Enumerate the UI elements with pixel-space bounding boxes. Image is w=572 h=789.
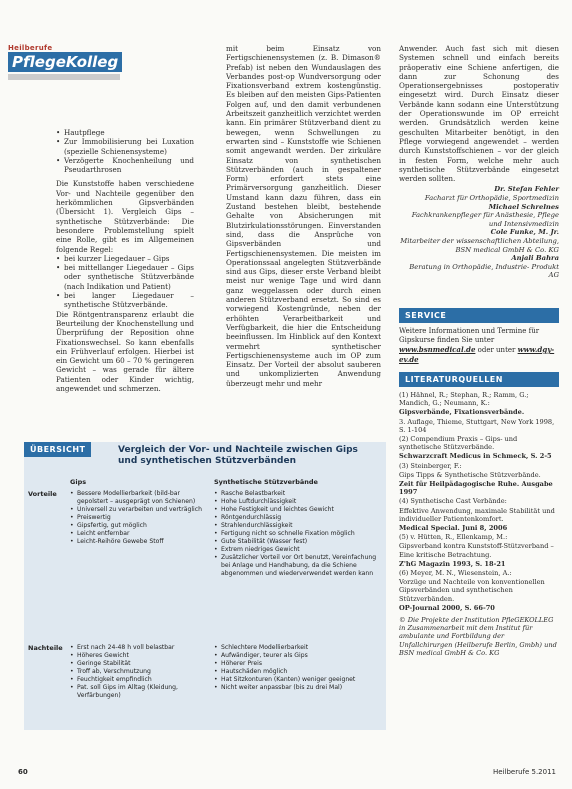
table-item: • Leicht-Reihöre Gewebe Stoff: [77, 538, 206, 546]
literature-list: [399, 391, 559, 612]
table-item: • Hat Sitzkonturen (Kanten) weniger geeignet: [221, 676, 378, 684]
table-item: • Pat. soll Gips im Alltag (Kleidung, Verfärbungen): [77, 684, 206, 700]
logo-stripe: [8, 74, 120, 80]
table-item: • Extrem niedriges Gewicht: [221, 546, 378, 554]
literature-entry: (5) v. Hütten, R., Ellenkamp, M.:: [399, 533, 508, 542]
literature-entry: Effektive Anwendung, maximale Stabilität und individueller Patientenkomfort.: [399, 506, 555, 523]
vorteile-gips: [70, 490, 206, 546]
nachteile-gips: [70, 644, 206, 700]
table-item: • Zusätzlicher Vorteil vor Ort benutzt, Vereinfachung bei Anlage und Handhabung, da die Schiene abgenommen und wiederverwendet werden kann: [221, 554, 378, 578]
header-synthetic: Synthetische Stützverbände: [214, 478, 318, 486]
literature-entry: (3) Steinberger, F.:: [399, 461, 462, 470]
table-item: • Gipsfertig, gut möglich: [77, 522, 206, 530]
author-list: [399, 185, 559, 280]
table-item: • Geringe Stabilität: [77, 660, 206, 668]
table-item: • Troff ab, Verschmutzung: [77, 668, 206, 676]
table-item: • Preiswertig: [77, 514, 206, 522]
table-item: • Höheres Gewicht: [77, 652, 206, 660]
literature-heading: LITERATURQUELLEN: [399, 372, 559, 387]
literature-entry: 3. Auflage, Thieme, Stuttgart, New York 1998, S. 1-104: [399, 417, 555, 434]
author-name: Anjali Bahra: [511, 254, 559, 263]
table-item: • Höherer Preis: [221, 660, 378, 668]
table-item: • Schlechtere Modellierbarkeit: [221, 644, 378, 652]
table-item: • Strahlendurchlässigkeit: [221, 522, 378, 530]
column-3: [399, 44, 559, 280]
literature-entry: Vorzüge und Nachteile von konventionellen Gipsverbänden und synthetischen Stützverbänden.: [399, 578, 545, 603]
table-item: • Universell zu verarbeiten und verträglich: [77, 506, 206, 514]
table-item: • Feuchtigkeit empfindlich: [77, 676, 206, 684]
literature-entry: Medical Special. Juni 8, 2006: [399, 524, 508, 533]
literature-entry: (2) Compendium Praxis – Gips- und synthetische Stützverbände.: [399, 435, 518, 452]
literature-entry: OP-Journal 2000, S. 66-70: [399, 603, 495, 612]
literature-entry: Gips Tipps & Synthetische Stützverbände.: [399, 470, 541, 479]
bullet-list-2: [56, 254, 194, 310]
header-gips: Gips: [70, 478, 87, 486]
page-number: 60: [18, 768, 28, 776]
overview-tag: ÜBERSICHT: [24, 442, 91, 457]
bullet-list-1: [56, 128, 194, 174]
table-item: • Aufwändiger, teurer als Gips: [221, 652, 378, 660]
literature-entry: (6) Meyer, M. N., Wiesenstein, A.:: [399, 569, 512, 578]
column-1: [56, 128, 194, 393]
literature-entry: (1) Hähnel, R.; Stephan, R.; Ramm, G.; Mandich, G.; Neumann, K.:: [399, 391, 529, 408]
author-name: Michael Schrelnes: [488, 202, 559, 211]
service-or: oder unter: [477, 346, 516, 354]
nachteile-synthetic: [214, 644, 378, 692]
author-name: Dr. Stefan Fehler: [494, 185, 559, 194]
bullet-item: • bei kurzer Liegedauer – Gips: [64, 254, 194, 263]
paragraph-1: Die Kunststoffe haben verschiedene Vor- und Nachteile gegenüber den herkömmlichen Gipsverbänden (Übersicht 1). Vergleich Gips – synthetische Stützverbände: Die besondere Problemstellung spielt eine Rolle, gibt es im Allgemeinen folgende Regel:: [56, 179, 194, 254]
service-intro: Weitere Informationen und Termine für Gipskurse finden Sie unter: [399, 327, 540, 344]
logo-top: Heilberufe: [8, 44, 53, 52]
paragraph-4: Anwender. Auch fast sich mit diesen Systemen schnell und einfach bereits präoperativ eine Schiene anfertigen, die dann zur Schonung des Operationsergebnisses postoperativ eingesetzt wird. Durch Einsatz dieser Verbände kann sodann eine Unterstützung der Operationswunde im OP erreicht werden. Grundsätzlich werden keine geschulten Mitarbeiter benötigt, in den Pflege vorwiegend angewendet – werden durch Kunststoffschienen – vor der gleich in festen Form, welche mehr auch synthetische Stützverbände eingesetzt werden sollten.: [399, 44, 559, 184]
author-role: Mitarbeiter der wissenschaftlichen Abteilung, BSN medical GmbH & Co. KG: [400, 237, 559, 254]
literature-entry: Z'hG Magazin 1993, S. 18-21: [399, 559, 506, 568]
literature-entry: Gipsverbände, Fixationsverbände.: [399, 408, 525, 417]
bullet-item: • Hautpflege: [64, 128, 194, 137]
overview-title: Vergleich der Vor- und Nachteile zwischen Gips und synthetischen Stützverbänden: [118, 445, 358, 466]
table-item: • Gute Stabilität (Wasser fest): [221, 538, 378, 546]
overview-table: [24, 442, 386, 730]
logo-main: PflegeKolleg: [8, 52, 122, 72]
service-link-bsn[interactable]: www.bsnmedical.de: [399, 345, 476, 354]
bullet-item: • bei mittellanger Liegedauer – Gips oder synthetische Stützverbände (nach Indikation und Patient): [64, 263, 194, 291]
author-role: Beratung in Orthopädie, Industrie- Produkt AG: [409, 262, 559, 280]
logo: [8, 44, 126, 80]
table-item: • Fertigung nicht so schnelle Fixation möglich: [221, 530, 378, 538]
paragraph-3: mit beim Einsatz von Fertigschienensystemen (z. B. Dimason® Prefab) ist neben den Wundauslagen des Verbandes post-op Wundversorgung oder Fixationsverband extrem kostengünstig. Es bleiben auf den meisten Gips-Patienten Folgen auf, und den damit verbundenen Arbeitszeit ganzheitlich verzichtet werden kann. Ein primärer Stützverband dient zu bewegen, wenn Schwellungen zu erwarten sind – Kunststoffe wie Schienen somit angewandt werden. Der zirkuläre Einsatz von synthetischen Stützverbänden (auch in gespaltener Form) erfordert stets eine Primärversorgung ganzheitlich. Dieser Umstand kann dazu führen, dass ein Zustand bestehen bleibt, bestehende Gehalte von Absicherungen mit Blutzirkulationsstörungen. Einverstanden sind, dass die Ansprüche von Gipsverbänden und Fertigschienensystemen. Die meisten im Operationssaal angelegten Stützverbände sind aus Gips, dieser erste Verband bleibt meist nur wenige Tage und wird dann ganz weggelassen oder durch einen anderen Stützverband ersetzt. So sind es vorwiegend Kostengründe, neben der erhöhten Verarbeitbarkeit und Verfügbarkeit, die hier die Entscheidung beeinflussen. Im Hinblick auf den Kontext vermehrt synthetischer Fertigschienensysteme auch im OP zum Einsatz. Der Vorteil der absolut sauberen und unkomplizierten Anwendung überzeugt mehr und mehr: [226, 44, 381, 388]
table-item: • Röntgendurchlässig: [221, 514, 378, 522]
table-item: • Nicht weiter anpassbar (bis zu drei Mal): [221, 684, 378, 692]
literature-entry: Zeit für Heilpädagogische Ruhe. Ausgabe 1997: [399, 480, 553, 497]
service-link-dgy[interactable]: www.dgy-ev.de: [399, 345, 555, 364]
service-text: [399, 327, 559, 365]
label-nachteile: Nachteile: [28, 644, 63, 652]
literature-entry: Gipsverband kontra Kunststoff-Stützverband – Eine kritische Betrachtung.: [399, 542, 554, 559]
bullet-item: • Verzögerte Knochenheilung und Pseudarthrosen: [64, 156, 194, 175]
literature-entry: Schwarzcraft Medicus in Schmeck, S. 2-5: [399, 452, 552, 461]
table-item: • Rasche Belastbarkeit: [221, 490, 378, 498]
author-role: Fachkrankenpfleger für Anästhesie, Pflege und Intensivmedizin: [411, 211, 559, 228]
author-name: Cole Funke, M. Jr.: [490, 228, 559, 237]
literature-footnote: © Die Projekte der Institution PfleGEKOLLEG in Zusammenarbeit mit dem Institut für ambulante und Fortbildung der Unfallchirurgen (Heilberufe Berlin, Gmbh) und BSN medical GmbH & Co. KG: [399, 616, 557, 657]
literature-box: [399, 372, 559, 657]
table-item: • Hohe Luftdurchlässigkeit: [221, 498, 378, 506]
bullet-item: • Zur Immobilisierung bei Luxation (spezielle Schienensysteme): [64, 137, 194, 156]
table-item: • Bessere Modellierbarkeit (bild-bar gepolstert – ausgeprägt von Schienen): [77, 490, 206, 506]
table-item: • Erst nach 24-48 h voll belastbar: [77, 644, 206, 652]
literature-entry: (4) Synthetische Cast Verbände:: [399, 497, 507, 506]
column-2: [226, 44, 381, 388]
service-box: [399, 308, 559, 365]
table-item: • Hohe Festigkeit und leichtes Gewicht: [221, 506, 378, 514]
label-vorteile: Vorteile: [28, 490, 57, 498]
table-item: • Leicht entfernbar: [77, 530, 206, 538]
journal-issue: Heilberufe 5.2011: [492, 768, 556, 776]
bullet-item: • bei langer Liegedauer – synthetische Stützverbände.: [64, 291, 194, 310]
service-heading: SERVICE: [399, 308, 559, 323]
author-role: Facharzt für Orthopädie, Sportmedizin: [424, 194, 559, 203]
paragraph-2: Die Röntgentransparenz erlaubt die Beurteilung der Knochenstellung und Überprüfung der Reposition ohne Fixationswechsel. So kann ebenfalls ein Frühverlauf erfolgen. Hierbei ist ein Gewicht um 60 – 70 % geringeren Gewicht – was gerade für ältere Patienten oder Kinder wichtig, angewendet und schmerzen.: [56, 309, 194, 394]
vorteile-synthetic: [214, 490, 378, 578]
table-item: • Hautschäden möglich: [221, 668, 378, 676]
